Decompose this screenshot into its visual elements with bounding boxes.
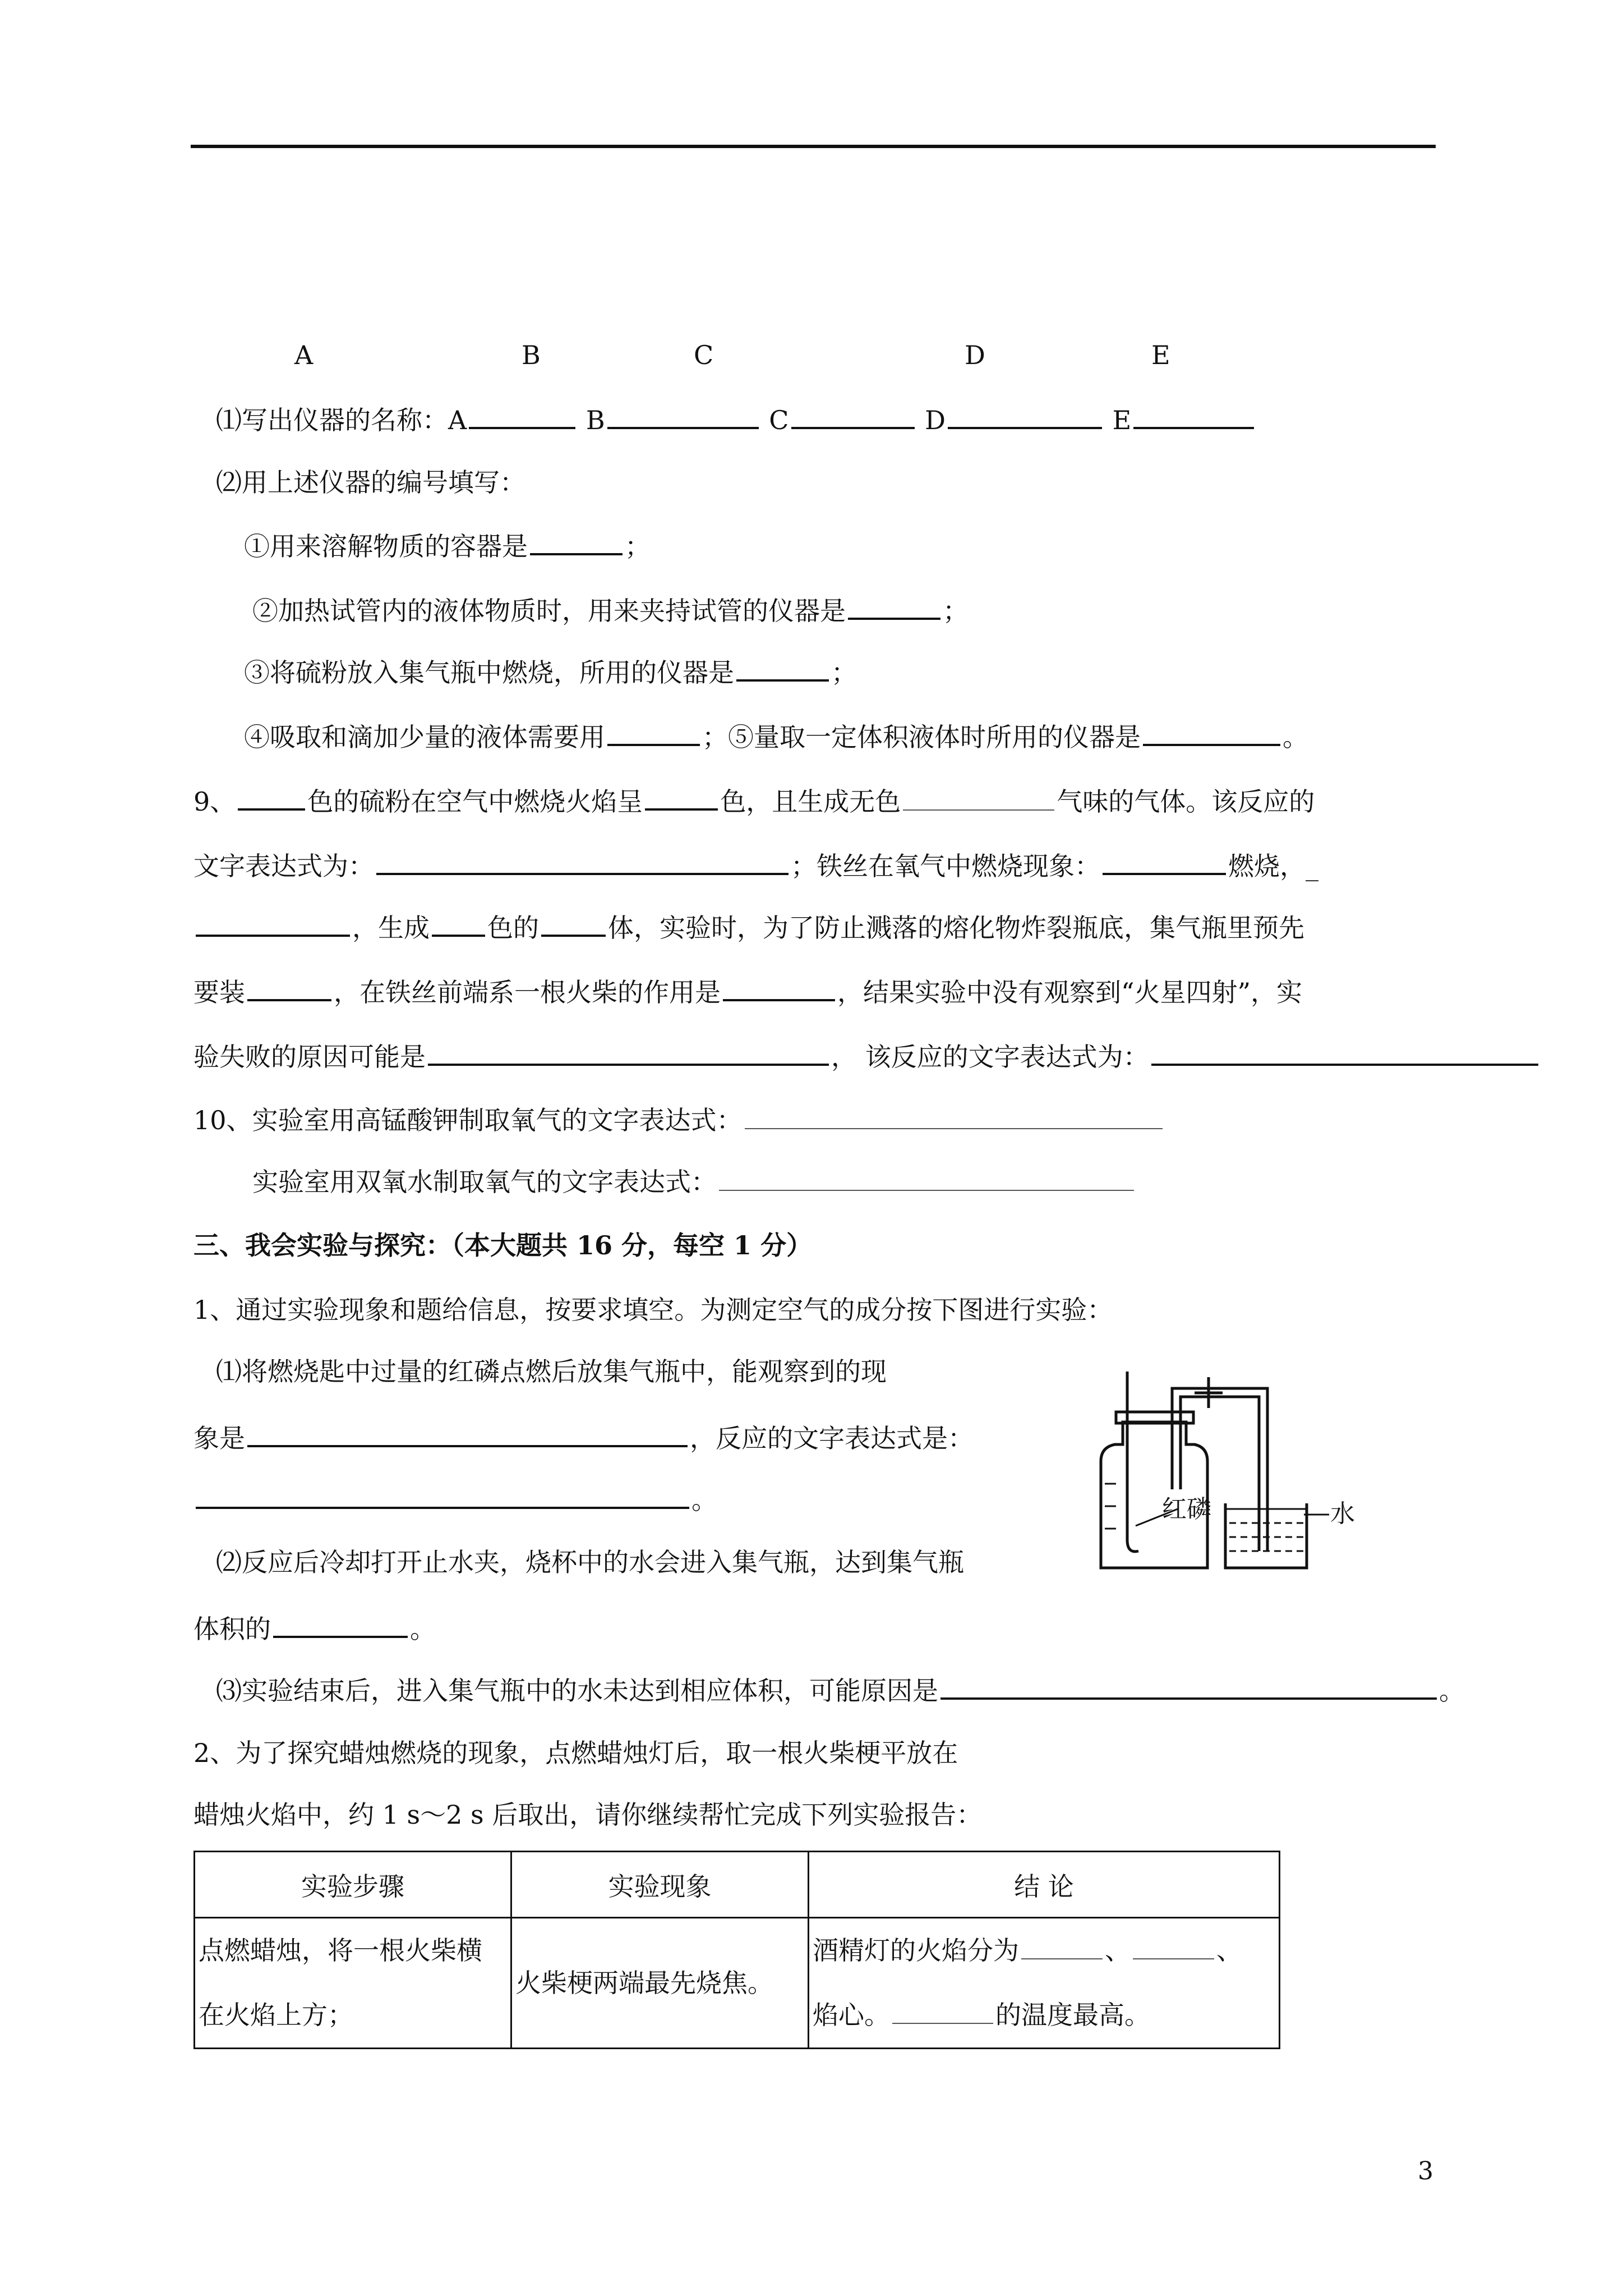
blank-q10-kmno4[interactable]	[745, 1102, 1163, 1129]
blank-e[interactable]	[1133, 401, 1254, 429]
blank-q9-odor[interactable]	[903, 784, 1054, 811]
blank-i3[interactable]	[736, 654, 829, 682]
blank-q9-burn[interactable]	[1103, 847, 1226, 875]
blank-d[interactable]	[948, 401, 1102, 429]
blank-q9-phenomenon[interactable]	[196, 909, 350, 937]
blank-q10-h2o2[interactable]	[719, 1164, 1134, 1191]
page-number: 3	[1418, 2157, 1433, 2185]
cell-conclusion: 酒精灯的火焰分为 、 、 焰心。 的温度最高。	[809, 1918, 1280, 2049]
q8-item2: ②加热试管内的液体物质时，用来夹持试管的仪器是 ；	[252, 592, 969, 628]
blank-i1[interactable]	[530, 527, 623, 555]
q8-item3: ③将硫粉放入集气瓶中燃烧，所用的仪器是 ；	[244, 654, 857, 689]
label-b: B	[522, 340, 541, 370]
blank-b[interactable]	[607, 401, 759, 429]
q10-line1: 10、实验室用高锰酸钾制取氧气的文字表达式：	[193, 1102, 1165, 1137]
s3-q1-p1: ⑴将燃烧匙中过量的红磷点燃后放集气瓶中，能观察到的现	[216, 1356, 887, 1387]
label-e: E	[1151, 340, 1170, 370]
water-label: 水	[1330, 1499, 1355, 1528]
blank-s3-volume[interactable]	[273, 1610, 408, 1638]
blank-hottest[interactable]	[892, 1997, 993, 2024]
blank-q9-equation[interactable]	[376, 847, 789, 875]
table-header-row	[195, 1852, 1280, 1918]
blank-i5[interactable]	[1143, 718, 1280, 746]
q8-part2: ⑵用上述仪器的编号填写：	[216, 467, 525, 498]
blank-flame-1[interactable]	[1021, 1932, 1103, 1959]
q9-line3: ，生成 色的 体，实验时，为了防止溅落的熔化物炸裂瓶底，集气瓶里预先	[193, 909, 1304, 945]
q8-item1: ①用来溶解物质的容器是 ；	[244, 527, 651, 563]
q9-line2: 文字表达式为： ；铁丝在氧气中燃烧现象： 燃烧，_	[193, 847, 1318, 883]
s3-q1-p1b: 象是 ，反应的文字表达式是：	[193, 1419, 974, 1455]
apparatus-figure	[1082, 1372, 1396, 1581]
blank-q9-flame[interactable]	[645, 783, 718, 811]
blank-s3-equation[interactable]	[196, 1481, 689, 1509]
s3-q2-a: 2、为了探究蜡烛燃烧的现象，点燃蜡烛灯后，取一根火柴梗平放在	[193, 1738, 958, 1768]
label-a: A	[294, 340, 313, 370]
blank-flame-2[interactable]	[1133, 1932, 1214, 1959]
blank-q9-color[interactable]	[238, 783, 305, 811]
experiment-report-table	[193, 1851, 1280, 2049]
header-conclusion: 结 论	[809, 1852, 1280, 1918]
q8-part1: ⑴写出仪器的名称：A B C D E	[216, 401, 1256, 437]
apparatus-diagram	[1082, 1372, 1396, 1579]
section3-title: 三、我会实验与探究：（本大题共 16 分，每空 1 分）	[193, 1230, 813, 1260]
blank-s3-phenomenon[interactable]	[247, 1419, 688, 1447]
blank-s3-reason[interactable]	[940, 1672, 1437, 1700]
blank-q9-reason[interactable]	[428, 1038, 829, 1066]
cell-step: 点燃蜡烛，将一根火柴横 在火焰上方；	[195, 1918, 511, 2049]
blank-q9-fill[interactable]	[247, 973, 331, 1001]
s3-q1-intro: 1、通过实验现象和题给信息，按要求填空。为测定空气的成分按下图进行实验：	[193, 1295, 1113, 1325]
s3-q1-p2b: 体积的 。	[193, 1610, 436, 1646]
blank-q9-product-color[interactable]	[432, 909, 485, 937]
phosphorus-label: 红磷	[1162, 1495, 1211, 1524]
q10-line2: 实验室用双氧水制取氧气的文字表达式：	[252, 1164, 1136, 1199]
s3-q2-b: 蜡烛火焰中，约 1 s～2 s 后取出，请你继续帮忙完成下列实验报告：	[193, 1800, 983, 1830]
header-rule	[191, 145, 1436, 148]
s3-q1-p1d: 。	[193, 1481, 717, 1517]
label-c: C	[694, 340, 714, 370]
table-row	[195, 1918, 1280, 2049]
blank-q9-state[interactable]	[541, 909, 606, 937]
q8-item4: ④吸取和滴加少量的液体需要用 ；⑤量取一定体积液体时所用的仪器是 。	[244, 718, 1308, 754]
blank-q9-iron-equation[interactable]	[1151, 1038, 1538, 1066]
cell-phenomenon: 火柴梗两端最先烧焦。	[511, 1918, 809, 2049]
blank-i2[interactable]	[848, 592, 940, 620]
s3-q1-p2: ⑵反应后冷却打开止水夹，烧杯中的水会进入集气瓶，达到集气瓶	[216, 1547, 964, 1577]
header-phenomenon: 实验现象	[511, 1852, 809, 1918]
q9-line5: 验失败的原因可能是 ， 该反应的文字表达式为：	[193, 1038, 1541, 1074]
blank-a[interactable]	[469, 401, 575, 429]
blank-q9-match[interactable]	[723, 973, 835, 1001]
s3-q1-p3: ⑶实验结束后，进入集气瓶中的水未达到相应体积，可能原因是 。	[216, 1672, 1465, 1708]
label-d: D	[965, 340, 985, 370]
blank-c[interactable]	[791, 401, 915, 429]
header-step: 实验步骤	[195, 1852, 511, 1918]
q9-line4: 要装 ，在铁丝前端系一根火柴的作用是 ，结果实验中没有观察到“火星四射”，实	[193, 973, 1302, 1009]
blank-i4[interactable]	[607, 718, 700, 746]
q9-line1: 9、 色的硫粉在空气中燃烧火焰呈 色，且生成无色 气味的气体。该反应的	[193, 783, 1315, 818]
